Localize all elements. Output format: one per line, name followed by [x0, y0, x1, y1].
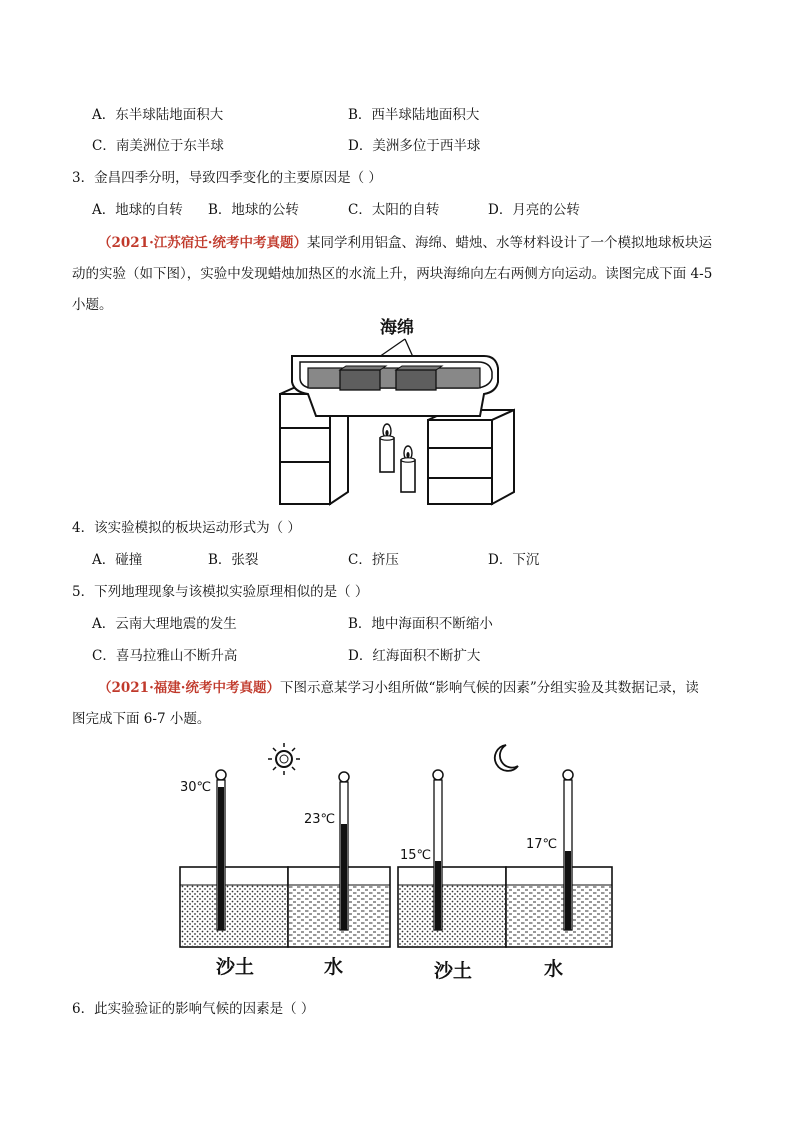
q4-stem: 4．该实验模拟的板块运动形式为（ ）: [72, 520, 301, 536]
q3-option-a: A．地球的自转: [92, 202, 183, 218]
q5-option-a: A．云南大理地震的发生: [92, 616, 237, 632]
q3-option-d: D．月亮的公转: [488, 202, 580, 218]
q5-option-b: B．地中海面积不断缩小: [348, 616, 493, 632]
thermometer-day-sand: [216, 770, 226, 930]
thermometer-night-water: [563, 770, 573, 930]
q4-option-c: C．挤压: [348, 552, 399, 568]
q3-option-c: C．太阳的自转: [348, 202, 440, 218]
night-sand-label: 沙土: [434, 960, 473, 980]
candle-left: [380, 424, 394, 472]
q6-stem: 6．此实验验证的影响气候的因素是（ ）: [72, 1001, 315, 1017]
q4-option-a: A．碰撞: [92, 552, 143, 568]
q2-option-c: C．南美洲位于东半球: [92, 138, 224, 154]
sponge-label: 海绵: [380, 318, 414, 338]
aluminum-box: [292, 356, 498, 416]
candle-right: [401, 446, 415, 492]
q2-option-a: A．东半球陆地面积大: [92, 107, 224, 123]
q3-stem: 3．金昌四季分明，导致四季变化的主要原因是（ ）: [72, 170, 382, 186]
passage2-line1: [98, 676, 699, 696]
thermometer-day-water: [339, 772, 349, 930]
passage1-source: （2021·江苏宿迁·统考中考真题）: [98, 235, 307, 251]
day-sand-label: 沙土: [216, 956, 255, 978]
plate-experiment-figure: [270, 312, 520, 510]
passage2-source: （2021·福建·统考中考真题）: [98, 680, 280, 696]
night-containers: [398, 867, 612, 947]
thermometer-night-sand: [433, 770, 443, 930]
q2-option-b: B．西半球陆地面积大: [348, 107, 480, 123]
passage1-line2: 动的实验（如下图），实验中发现蜡烛加热区的水流上升，两块海绵向左右两侧方向运动。读图完成下面 4-5: [72, 266, 713, 282]
passage2-text-1: 下图示意某学习小组所做“影响气候的因素”分组实验及其数据记录，读: [279, 680, 699, 696]
q3-option-b: B．地球的公转: [208, 202, 299, 218]
q4-option-b: B．张裂: [208, 552, 259, 568]
right-brick-stack: [428, 410, 514, 504]
night-sand-temp: 15℃: [400, 848, 432, 863]
q4-option-d: D．下沉: [488, 552, 540, 568]
sponge-right: [396, 370, 436, 390]
moon-icon: [495, 745, 518, 771]
passage2-line2: 图完成下面 6-7 小题。: [72, 711, 211, 727]
q5-option-d: D．红海面积不断扩大: [348, 648, 481, 664]
day-containers: [180, 867, 390, 947]
climate-experiment-figure: [176, 735, 616, 980]
q5-stem: 5．下列地理现象与该模拟实验原理相似的是（ ）: [72, 584, 369, 600]
q2-option-d: D．美洲多位于西半球: [348, 138, 481, 154]
passage1-line1: [98, 231, 712, 251]
passage1-line3: 小题。: [72, 297, 113, 313]
night-water-label: 水: [544, 958, 564, 980]
day-sand-temp: 30℃: [180, 780, 212, 795]
night-water-temp: 17℃: [526, 837, 558, 852]
day-water-temp: 23℃: [304, 812, 336, 827]
water-surface: [308, 368, 480, 388]
sun-icon: [268, 743, 300, 775]
passage1-text-1: 某同学利用铝盒、海绵、蜡烛、水等材料设计了一个模拟地球板块运: [306, 235, 712, 251]
day-water-label: 水: [324, 956, 344, 978]
sponge-left: [340, 370, 380, 390]
q5-option-c: C．喜马拉雅山不断升高: [92, 648, 238, 664]
